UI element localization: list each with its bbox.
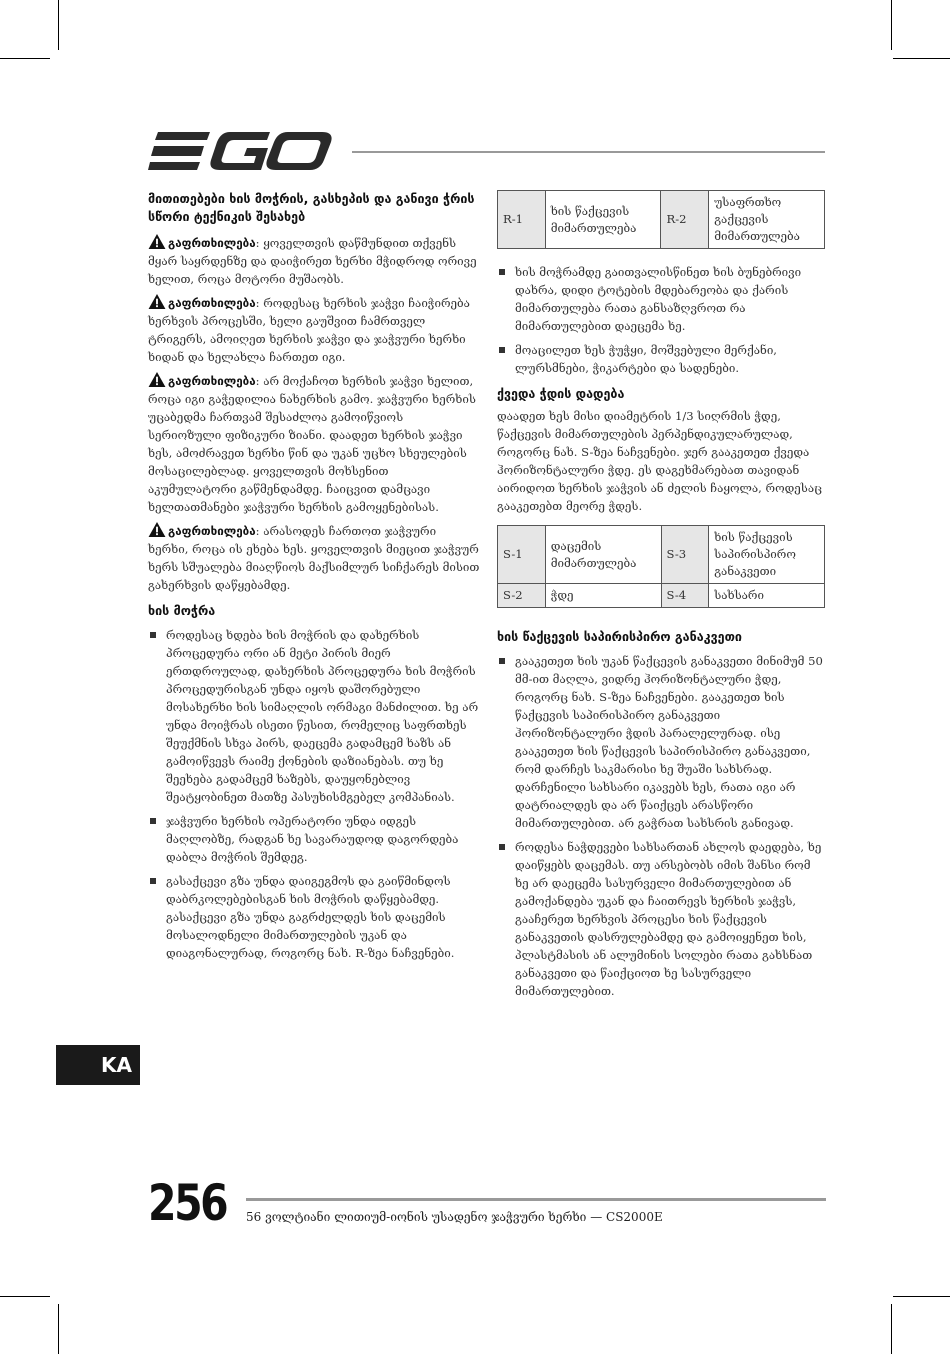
table-cell-code: R-1 <box>498 191 546 249</box>
warning-triangle-icon <box>148 294 166 309</box>
crop-mark <box>893 58 950 59</box>
warning-text: : არ მოქაჩოთ ხერხის ჯაჭვი ხელით, როცა იგი გაჭედილია ნახერხის გამო. ჯაჭვური ხერხის უცაბედმა ჩართვამ შესაძლოა გამოიწვიოს სერიოზული ფიზიკური ზიანი. დაადეთ ხერხის ჯაჭვი ხეს, ამოძრავეთ ხერხი წინ და უკან უცხო სხეულების მოსაცილებლად. ყოველთვის მოხსენით აკუმულატორი გაწმენდამდე. ჩაიცვით დამცავი ხელთათმანები ჯაჭვური ხერხის გამოყენებისას. <box>148 374 476 514</box>
warning-label: გაფრთხილება <box>168 236 256 250</box>
warning-paragraph <box>148 294 480 366</box>
table-cell-text: ხის წაქცევის მიმართულება <box>545 191 661 249</box>
list-item: ჯაჭვური ხერხის ოპერატორი უნდა იდგეს მაღლობზე, რადგან ხე სავარაუდოდ დაგორდება დაბლა მოჭრის შემდეგ. <box>148 812 480 866</box>
warning-label: გაფრთხილება <box>168 296 256 310</box>
section-title-felling: ხის მოჭრა <box>148 603 216 618</box>
list-item: როდესა ნაჭდევები სახსართან ახლოს დაედება, ხე დაიწყებს დაცემას. თუ არსებობს იმის შანსი რომ ხე არ დაეცემა სასურველი მიმართულებით ან გამოქანდება უკან და ჩაითრევს ხერხის ჯაჭვს, გააჩერეთ ხერხვის პროცესი ხის წაქცევის განაკვეთის დასრულებამდე და გამოიყენეთ ხის, პლასტმასის ან ალუმინის სოლები რათა გახსნათ განაკვეთი და წაიქციოთ ხე სასურველი მიმართულებით. <box>497 838 827 1000</box>
footer-rule <box>246 1198 826 1201</box>
page-number: 256 <box>148 1174 227 1232</box>
crop-mark <box>0 1296 50 1297</box>
left-column <box>148 190 480 962</box>
ego-logo <box>148 130 332 172</box>
warning-label: გაფრთხილება <box>168 374 256 388</box>
crop-mark <box>58 0 59 50</box>
list-item: მოაცილეთ ხეს ჭუჭყი, მოშვებული მერქანი, ლურსმნები, ჭიკარტები და სადენები. <box>497 341 827 377</box>
legend-table-s <box>497 525 825 608</box>
table-cell-text: უსაფრთხო გაქცევის მიმართულება <box>709 191 825 249</box>
table-cell-code: S-3 <box>661 526 709 584</box>
warning-text: : არასოდეს ჩართოთ ჯაჭვური ხერხი, როცა ის ეხება ხეს. ყოველთვის მიეცით ჯაჭვურ ხერს სშუალება მიაღწიოს მაქსიმლურ სიჩქარეს მისით გახერხვის დაწყებამდე. <box>148 524 480 592</box>
warning-triangle-icon <box>148 234 166 249</box>
warning-text: : ყოველთვის დაწმუნდით თქვენს მყარ საყრდენზე და დაიჭირეთ ხერხი მჭიდროდ ორივე ხელით, როცა მოტორი მუშაობს. <box>148 236 477 286</box>
warning-paragraph <box>148 234 480 288</box>
bullet-square-icon <box>499 347 505 353</box>
warning-paragraph <box>148 372 480 516</box>
footer-text: 56 ვოლტიანი ლითიუმ-იონის უსადენო ჯაჭვური ხერხი — CS2000E <box>246 1210 663 1224</box>
list-item: ხის მოჭრამდე გაითვალისწინეთ ხის ბუნებრივი დახრა, დიდი ტოტების მდებარეობა და ქარის მიმართულება რათა განსაზღვროთ რა მიმართულებით დაეცემა ხე. <box>497 263 827 335</box>
felling-bullet-list <box>148 626 480 962</box>
table-cell-text: ჭდე <box>545 584 661 608</box>
section-title-techniques: მითითებები ხის მოჭრის, გასხეპის და განივი ჭრის სწორი ტექნიკის შესახებ <box>148 191 475 224</box>
section-title-backcut: ხის წაქცევის საპირისპირო განაკვეთი <box>497 629 742 644</box>
section-title-notch: ქვედა ჭდის დადება <box>497 386 625 401</box>
bullet-square-icon <box>150 818 156 824</box>
backcut-bullet-list <box>497 652 827 1000</box>
table-row <box>498 526 825 584</box>
table-cell-code: S-4 <box>661 584 709 608</box>
language-tab: KA <box>56 1045 140 1085</box>
header-rule <box>352 151 825 153</box>
warning-text: : როდესაც ხერხის ჯაჭვი ჩაიჭირება ხერხვის პროცესში, ხელი გაუშვით ჩამრთველ ტრიგერს, ამოიღეთ ხერხის ჯაჭვი და ჯაჭვური ხერხი ხიდან და ხელახლა ჩართეთ იგი. <box>148 296 470 364</box>
warning-paragraph <box>148 522 480 594</box>
table-cell-text: სახსარი <box>709 584 825 608</box>
legend-table-r <box>497 190 825 249</box>
warning-label: გაფრთხილება <box>168 524 256 538</box>
bullet-square-icon <box>499 269 505 275</box>
table-cell-code: S-2 <box>498 584 546 608</box>
table-row <box>498 191 825 249</box>
prep-bullet-list <box>497 263 827 377</box>
table-cell-text: დაცემის მიმართულება <box>545 526 661 584</box>
warning-triangle-icon <box>148 372 166 387</box>
right-column <box>497 190 827 1000</box>
notch-paragraph: დაადეთ ხეს მისი დიამეტრის 1/3 სიღრმის ჭდე, წაქცევის მიმართულების პერპენდიკულარულად, როგორც ნახ. S-ზეა ნაჩვენები. ჯერ გააკეთეთ ქვედა ჰორიზონტალური ჭდე. ეს დაგეხმარებათ თავიდან აირიდოთ ხერხის ჯაჭვის ან ძელის ჩაყოლა, როდესაც გააკეთებთ მეორე ჭდეს. <box>497 409 822 513</box>
table-cell-code: R-2 <box>661 191 709 249</box>
bullet-square-icon <box>150 632 156 638</box>
crop-mark <box>891 1304 892 1354</box>
list-item: გააკეთეთ ხის უკან წაქცევის განაკვეთი მინიმუმ 50 მმ-ით მაღლა, ვიდრე ჰორიზონტალური ჭდე, როგორც ნახ. S-ზეა ნაჩვენები. გააკეთეთ ხის წაქცევის საპირისპირო განაკვეთი ჰორიზონტალური ჭდის პარალელურად. ისე გააკეთეთ ხის წაქცევის საპირისპირო განაკვეთი, რომ დარჩეს საკმარისი ხე შუაში სახსრად. დარჩენილი სახსარი იკავებს ხეს, რათა იგი არ დატრიალდეს და არ წაიქცეს არასწორი მიმართულებით. არ გაჭრათ სახსრის განივად. <box>497 652 827 832</box>
bullet-square-icon <box>499 658 505 664</box>
table-row <box>498 584 825 608</box>
crop-mark <box>893 1296 950 1297</box>
list-item: როდესაც ხდება ხის მოჭრის და დახერხის პროცედურა ორი ან მეტი პირის მიერ ერთდროულად, დახერხის პროცედურა ხის მოჭრის პროცედურისგან უნდა იყოს დაშორებული მოსახერხი ხის სიმაღლის ორმაგი მანძილით. ხე არ უნდა მოიჭრას ისეთი წესით, რომელიც საფრთხეს შეუქმნის სხვა პირს, დაეცემა გადამცემ ხაზს ან გამოიწვევს რაიმე ქონების დაზიანებას. თუ ხე შეეხება გადამცემ ხაზებს, დაუყონებლივ შეატყობინეთ მათზე პასუხისმგებელ კომპანიას. <box>148 626 480 806</box>
crop-mark <box>0 58 50 59</box>
warning-triangle-icon <box>148 522 166 537</box>
bullet-square-icon <box>499 844 505 850</box>
bullet-square-icon <box>150 878 156 884</box>
table-cell-code: S-1 <box>498 526 546 584</box>
table-cell-text: ხის წაქცევის საპირისპირო განაკვეთი <box>709 526 825 584</box>
crop-mark <box>891 0 892 50</box>
list-item: გასაქცევი გზა უნდა დაიგეგმოს და გაიწმინდოს დაბრკოლებებისგან ხის მოჭრის დაწყებამდე. გასაქცევი გზა უნდა გაგრძელდეს ხის დაცემის მოსალოდნელი მიმართულების უკან და დიაგონალურად, როგორც ნახ. R-ზეა ნაჩვენები. <box>148 872 480 962</box>
crop-mark <box>58 1304 59 1354</box>
